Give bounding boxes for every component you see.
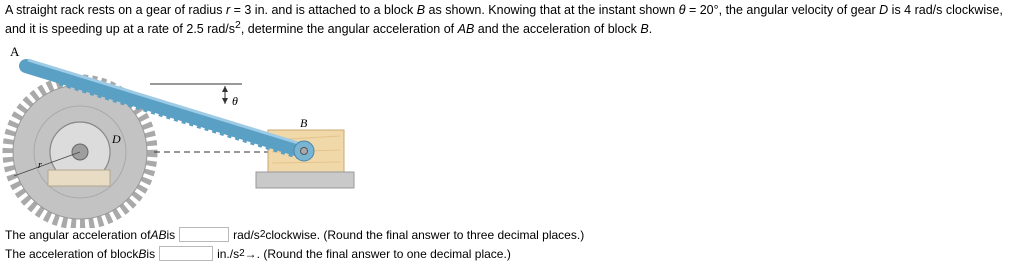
label-a: A [10,44,20,59]
var-r: r [225,3,231,17]
rack-gear-figure [0,38,370,228]
answer-row-block-acceleration: The acceleration of block B is in./s 2 →. (Round the final answer to one decimal place.) [5,246,511,261]
var-B: B [416,3,426,17]
block-acceleration-input[interactable] [159,246,213,261]
label-d: D [112,132,121,146]
angular-acceleration-input[interactable] [179,227,229,242]
var-theta: θ [678,3,686,17]
var-AB: AB [457,22,475,37]
answer-row-angular-acceleration: The angular acceleration of AB is rad/s 2 clockwise. (Round the final answer to three decimal places.) [5,227,585,242]
label-theta: θ [232,94,238,108]
pin-b [294,141,314,161]
label-r: r [38,160,42,171]
label-b: B [300,116,308,130]
var-D: D [879,3,889,17]
answer-section [5,225,584,263]
problem-statement: A straight rack rests on a gear of radius r = 3 in. and is attached to a block B as shown. Knowing that at the instant shown θ = 20°, the angular velocity of gear D is 4 rad/s clockwise, and it is speeding up at a rate of 2.5 rad/$s^2$, determine the angular acceleration of AB and the acceleration of block B. [5,3,1003,37]
var-B2: B [640,22,649,37]
